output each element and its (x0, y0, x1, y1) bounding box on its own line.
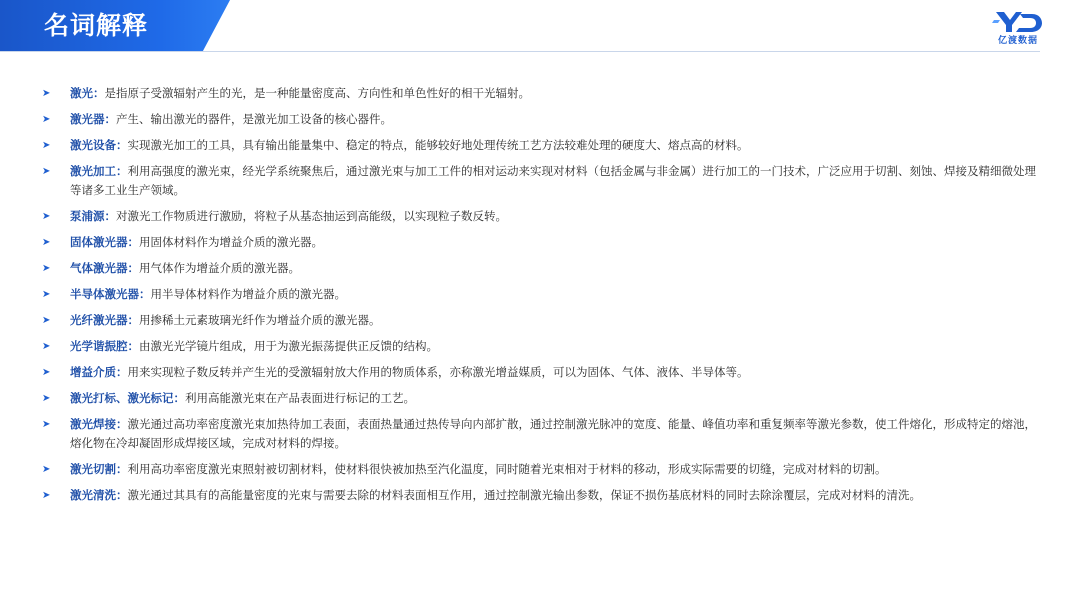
page-title: 名词解释 (44, 11, 149, 40)
list-item (42, 136, 1038, 155)
term-label: 光学谐振腔： (70, 339, 139, 353)
arrow-bullet-icon: ➤ (42, 419, 51, 430)
term-description: 用掺稀土元素玻璃光纤作为增益介质的激光器。 (139, 313, 381, 327)
term-description: 由激光光学镜片组成，用于为激光振荡提供正反馈的结构。 (139, 339, 438, 353)
list-item (42, 337, 1038, 356)
term-label: 泵浦源： (70, 209, 116, 223)
header-divider (0, 51, 1040, 52)
term-label: 气体激光器： (70, 261, 139, 275)
arrow-bullet-icon: ➤ (42, 289, 51, 300)
term-label: 激光焊接： (70, 417, 128, 431)
term-description: 用固体材料作为增益介质的激光器。 (139, 235, 323, 249)
list-item (42, 486, 1038, 505)
list-item (42, 207, 1038, 226)
term-description: 是指原子受激辐射产生的光，是一种能量密度高、方向性和单色性好的相干光辐射。 (104, 86, 530, 100)
term-label: 半导体激光器： (70, 287, 151, 301)
term-description: 激光通过高功率密度激光束加热待加工表面，表面热量通过热传导向内部扩散，通过控制激光脉冲的宽度、能量、峰值功率和重复频率等激光参数，使工件熔化，形成特定的熔池，熔化物在冷却凝固形成焊接区域，完成对材料的焊接。 (70, 417, 1036, 450)
definition-list (42, 84, 1038, 512)
term-label: 激光打标、激光标记： (70, 391, 185, 405)
term-description: 利用高能激光束在产品表面进行标记的工艺。 (185, 391, 415, 405)
term-label: 激光加工： (70, 164, 128, 178)
arrow-bullet-icon: ➤ (42, 88, 51, 99)
term-label: 增益介质： (70, 365, 128, 379)
logo-mark-icon (990, 8, 1046, 34)
list-item (42, 460, 1038, 479)
arrow-bullet-icon: ➤ (42, 211, 51, 222)
arrow-bullet-icon: ➤ (42, 490, 51, 501)
arrow-bullet-icon: ➤ (42, 393, 51, 404)
term-description: 用来实现粒子数反转并产生光的受激辐射放大作用的物质体系，亦称激光增益媒质，可以为固体、气体、液体、半导体等。 (127, 365, 749, 379)
company-logo (990, 8, 1046, 48)
list-item (42, 389, 1038, 408)
list-item (42, 259, 1038, 278)
arrow-bullet-icon: ➤ (42, 114, 51, 125)
list-item (42, 110, 1038, 129)
list-item (42, 311, 1038, 330)
list-item (42, 363, 1038, 382)
list-item (42, 162, 1038, 200)
arrow-bullet-icon: ➤ (42, 464, 51, 475)
term-description: 用半导体材料作为增益介质的激光器。 (150, 287, 346, 301)
term-description: 激光通过其具有的高能量密度的光束与需要去除的材料表面相互作用，通过控制激光输出参数，保证不损伤基底材料的同时去除涂覆层，完成对材料的清洗。 (127, 488, 921, 502)
logo-text: 亿渡数据 (997, 36, 1038, 46)
term-label: 激光切割： (70, 462, 128, 476)
term-label: 固体激光器： (70, 235, 139, 249)
term-description: 利用高功率密度激光束照射被切割材料，使材料很快被加热至汽化温度，同时随着光束相对于材料的移动，形成实际需要的切缝，完成对材料的切割。 (127, 462, 887, 476)
term-description: 利用高强度的激光束，经光学系统聚焦后，通过激光束与加工工件的相对运动来实现对材料（包括金属与非金属）进行加工的一门技术，广泛应用于切割、刻蚀、焊接及精细微处理等诸多工业生产领域。 (70, 164, 1036, 197)
arrow-bullet-icon: ➤ (42, 140, 51, 151)
term-label: 激光清洗： (70, 488, 128, 502)
term-description: 用气体作为增益介质的激光器。 (139, 261, 300, 275)
arrow-bullet-icon: ➤ (42, 166, 51, 177)
term-label: 光纤激光器： (70, 313, 139, 327)
list-item (42, 415, 1038, 453)
term-label: 激光器： (70, 112, 116, 126)
term-label: 激光： (70, 86, 105, 100)
arrow-bullet-icon: ➤ (42, 237, 51, 248)
term-description: 产生、输出激光的器件，是激光加工设备的核心器件。 (116, 112, 392, 126)
term-description: 实现激光加工的工具，具有输出能量集中、稳定的特点，能够较好地处理传统工艺方法较难处理的硬度大、熔点高的材料。 (127, 138, 749, 152)
arrow-bullet-icon: ➤ (42, 315, 51, 326)
list-item (42, 84, 1038, 103)
list-item (42, 233, 1038, 252)
arrow-bullet-icon: ➤ (42, 341, 51, 352)
term-description: 对激光工作物质进行激励，将粒子从基态抽运到高能级，以实现粒子数反转。 (116, 209, 507, 223)
list-item (42, 285, 1038, 304)
term-label: 激光设备： (70, 138, 128, 152)
arrow-bullet-icon: ➤ (42, 263, 51, 274)
arrow-bullet-icon: ➤ (42, 367, 51, 378)
